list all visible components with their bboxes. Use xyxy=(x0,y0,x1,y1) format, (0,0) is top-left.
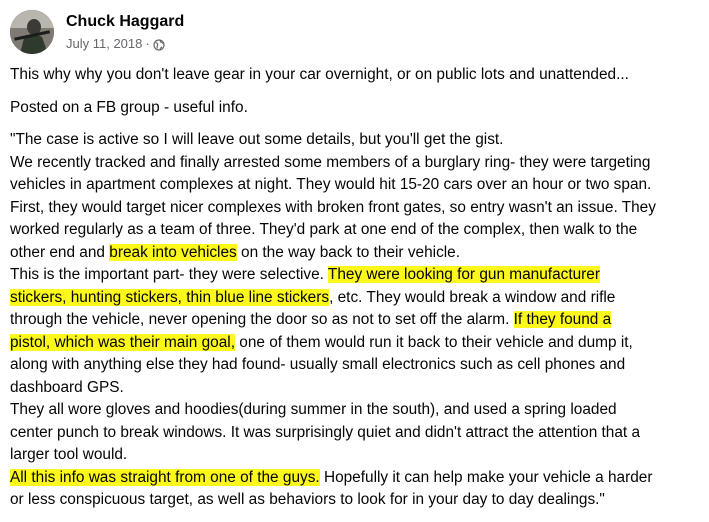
post-intro: This why why you don't leave gear in your car overnight, or on public lots and unattended... xyxy=(10,66,629,83)
quote-line xyxy=(10,489,702,512)
quote-text: They all wore gloves and hoodies(during summer in the south), and used a spring loaded xyxy=(10,401,617,418)
quote-text: larger tool would. xyxy=(10,446,128,463)
quote-line xyxy=(10,467,702,490)
post-source-note: Posted on a FB group - useful info. xyxy=(10,98,248,116)
meta-separator: · xyxy=(145,35,150,51)
quote-text: along with anything else they had found- usually small electronics such as cell phones and xyxy=(10,356,626,373)
highlighted-text: If they found a xyxy=(513,311,612,328)
quote-line xyxy=(10,197,702,220)
quote-text: , etc. They would break a window and rifle xyxy=(329,288,616,306)
quote-line xyxy=(10,377,702,400)
quote-line xyxy=(10,444,702,467)
header-text xyxy=(66,12,184,53)
author-name[interactable]: Chuck Haggard xyxy=(66,12,185,30)
quote-text: We recently tracked and finally arrested some members of a burglary ring- they were targeting xyxy=(10,153,651,171)
quote-text: This is the important part- they were selective. xyxy=(10,266,328,283)
quote-text: center punch to break windows. It was surprisingly quiet and didn't attract the attention that a xyxy=(10,423,641,441)
post-meta xyxy=(66,35,184,53)
quote-line xyxy=(10,219,702,242)
highlighted-text: All this info was straight from one of the guys. xyxy=(10,468,320,486)
quote-line xyxy=(10,242,702,265)
quote-line xyxy=(10,399,702,422)
globe-icon[interactable] xyxy=(153,38,165,50)
highlighted-text: They were looking for gun manufacturer xyxy=(327,266,600,283)
quote-text: Hopefully it can help make your vehicle a harder xyxy=(319,468,653,486)
highlighted-text: stickers, hunting stickers, thin blue line stickers xyxy=(10,288,330,306)
quote-line xyxy=(10,309,702,332)
quote-text: vehicles in apartment complexes at night. They would hit 15-20 cars over an hour or two span. xyxy=(10,176,652,193)
quote-text: worked regularly as a team of three. They'd park at one end of the complex, then walk to the xyxy=(10,221,638,238)
quote-text: First, they would target nicer complexes with broken front gates, so entry wasn't an issue. They xyxy=(10,198,656,216)
quote-text: through the vehicle, never opening the door so as not to set off the alarm. xyxy=(10,311,514,328)
quote-line xyxy=(10,174,702,197)
quote-line xyxy=(10,354,702,377)
avatar[interactable] xyxy=(10,10,54,54)
post-body xyxy=(10,64,702,522)
quote-text: "The case is active so I will leave out some details, but you'll get the gist. xyxy=(10,131,504,148)
post-date[interactable]: July 11, 2018 xyxy=(66,35,143,51)
highlighted-text: break into vehicles xyxy=(109,243,237,261)
quote-text: on the way back to their vehicle. xyxy=(236,243,461,261)
quote-text: or less conspicuous target, as well as behaviors to look for in your day to day dealings." xyxy=(10,491,605,508)
quote-text: other end and xyxy=(10,243,110,261)
post-header xyxy=(10,8,184,56)
quote-text: one of them would run it back to their vehicle and dump it, xyxy=(234,333,633,351)
quote-line xyxy=(10,152,702,175)
highlighted-text: pistol, which was their main goal, xyxy=(10,333,235,351)
quoted-text xyxy=(10,129,702,512)
quote-line xyxy=(10,287,702,310)
quote-line xyxy=(10,332,702,355)
quote-line xyxy=(10,129,702,152)
quote-text: dashboard GPS. xyxy=(10,378,124,396)
quote-line xyxy=(10,422,702,445)
quote-line xyxy=(10,264,702,287)
